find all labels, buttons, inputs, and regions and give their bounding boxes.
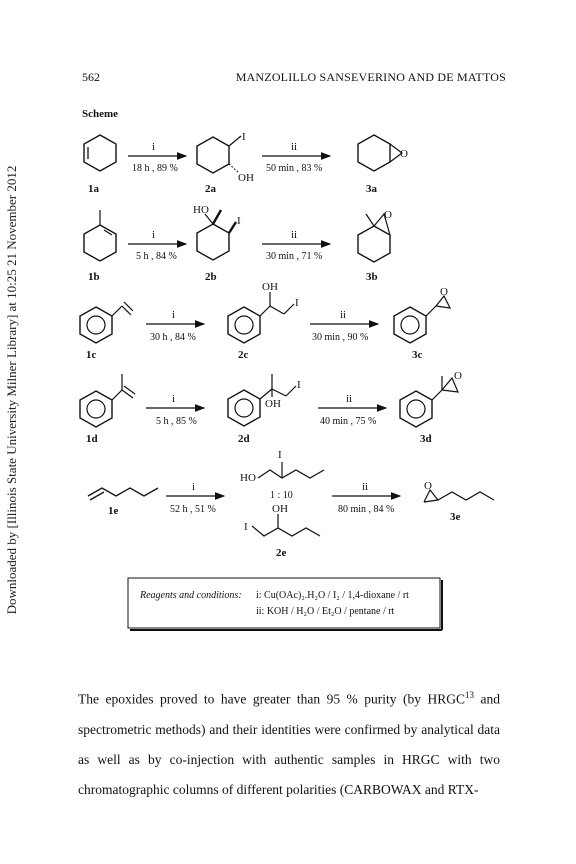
arrow-1-step1-reagent: i bbox=[152, 141, 156, 153]
label-2e: 2e bbox=[276, 547, 287, 559]
label-2b: 2b bbox=[205, 271, 217, 283]
reagents-title: Reagents and conditions: bbox=[140, 590, 242, 601]
atom-oxygen-3a: O bbox=[400, 148, 408, 160]
paragraph bbox=[78, 680, 500, 805]
iodohydrin-2d-structure bbox=[228, 390, 260, 426]
arrow-5-step1-reagent: i bbox=[192, 481, 196, 493]
atom-oxygen-3b: O bbox=[384, 209, 392, 221]
iodohydrin-2a-structure bbox=[197, 137, 229, 173]
arrow-2-step2-reagent: ii bbox=[291, 229, 298, 241]
arrow-3-step2-reagent: ii bbox=[340, 309, 347, 321]
label-2a: 2a bbox=[205, 183, 216, 195]
methylcyclohexene-structure bbox=[84, 225, 116, 261]
row-3 bbox=[80, 281, 450, 361]
styrene-structure bbox=[80, 307, 112, 343]
atom-iodine-2c: I bbox=[295, 297, 299, 309]
label-2c: 2c bbox=[238, 349, 249, 361]
atom-oxygen-3d: O bbox=[454, 370, 462, 382]
atom-iodine-2a: I bbox=[242, 131, 246, 143]
arrow-1-step2-cond: 50 min , 83 % bbox=[266, 163, 323, 174]
atom-hydroxyl-2b: HO bbox=[193, 204, 209, 216]
label-2d: 2d bbox=[238, 433, 250, 445]
atom-hydroxyl-2c: OH bbox=[262, 281, 278, 293]
arrow-2-step2-cond: 30 min , 71 % bbox=[266, 251, 323, 262]
epoxide-3e-structure bbox=[438, 492, 494, 500]
label-3a: 3a bbox=[366, 183, 377, 195]
body-paragraph bbox=[78, 680, 500, 805]
iodohydrin-2c-structure bbox=[228, 307, 260, 343]
atom-iodine-2b: I bbox=[237, 215, 241, 227]
ratio-2e: 1 : 10 bbox=[270, 490, 293, 501]
scheme-label: Scheme bbox=[82, 108, 119, 120]
label-1b: 1b bbox=[88, 271, 100, 283]
row-5 bbox=[88, 449, 494, 559]
atom-iodine-2d: I bbox=[297, 379, 301, 391]
paragraph-start: The epoxides proved to have greater than 95 % purity (by HRGC bbox=[78, 691, 466, 707]
arrow-3-step1-cond: 30 h , 84 % bbox=[150, 332, 196, 343]
arrow-3-step2-cond: 30 min , 90 % bbox=[312, 332, 369, 343]
label-1a: 1a bbox=[88, 183, 99, 195]
arrow-4-step1-reagent: i bbox=[172, 393, 176, 405]
atom-hydroxyl-2e-lower: OH bbox=[272, 503, 288, 515]
label-3b: 3b bbox=[366, 271, 378, 283]
arrow-2-step1-cond: 5 h , 84 % bbox=[136, 251, 177, 262]
label-1c: 1c bbox=[86, 349, 97, 361]
page-number: 562 bbox=[82, 70, 100, 84]
atom-hydroxyl-2d: OH bbox=[265, 398, 281, 410]
running-title: MANZOLILLO SANSEVERINO AND DE MATTOS bbox=[235, 70, 506, 84]
arrow-4-step2-cond: 40 min , 75 % bbox=[320, 416, 377, 427]
download-note: Downloaded by [Illinois State University Milner Library] at 10:25 21 November 2012 bbox=[4, 165, 19, 615]
label-3e: 3e bbox=[450, 511, 461, 523]
arrow-4-step2-reagent: ii bbox=[346, 393, 353, 405]
epoxide-3b-structure bbox=[358, 226, 390, 262]
citation-13: 13 bbox=[465, 690, 475, 700]
row-4 bbox=[80, 370, 462, 445]
label-3c: 3c bbox=[412, 349, 423, 361]
epoxide-3d-structure bbox=[400, 391, 432, 427]
iodohydrin-2b-structure bbox=[197, 224, 229, 260]
atom-oxygen-3c: O bbox=[440, 286, 448, 298]
label-1d: 1d bbox=[86, 433, 98, 445]
epoxide-3a-structure bbox=[358, 135, 390, 171]
arrow-3-step1-reagent: i bbox=[172, 309, 176, 321]
atom-oxygen-3e: O bbox=[424, 480, 432, 492]
atom-iodine-2e-lower: I bbox=[244, 521, 248, 533]
arrow-1-step1-cond: 18 h , 89 % bbox=[132, 163, 178, 174]
cyclohexene-structure bbox=[84, 135, 116, 171]
arrow-5-step2-cond: 80 min , 84 % bbox=[338, 504, 395, 515]
reagents-box bbox=[128, 578, 442, 630]
arrow-5-step2-reagent: ii bbox=[362, 481, 369, 493]
atom-iodine-2e-upper: I bbox=[278, 449, 282, 461]
arrow-2-step1-reagent: i bbox=[152, 229, 156, 241]
arrow-4-step1-cond: 5 h , 85 % bbox=[156, 416, 197, 427]
epoxide-3c-structure bbox=[394, 307, 426, 343]
row-1 bbox=[84, 131, 408, 195]
label-3d: 3d bbox=[420, 433, 432, 445]
reagent-ii: ii: KOH / H₂O / Et₂O / pentane / rt bbox=[256, 606, 395, 617]
atom-hydroxyl-2e-upper: HO bbox=[240, 472, 256, 484]
label-1e: 1e bbox=[108, 505, 119, 517]
reagent-i: i: Cu(OAc)₂.H₂O / I₂ / 1,4-dioxane / rt bbox=[256, 590, 409, 601]
paragraph-rest: and spectrometric methods) and their identities were confirmed by analytical data as well as by co-injection with authentic samples in HRGC with two chromatographic columns of different polarities (CARBOWAX and RTX- bbox=[78, 691, 500, 797]
row-2 bbox=[84, 204, 392, 283]
methylstyrene-structure bbox=[80, 391, 112, 427]
atom-hydroxyl-2a: OH bbox=[238, 172, 254, 184]
arrow-1-step2-reagent: ii bbox=[291, 141, 298, 153]
arrow-5-step1-cond: 52 h , 51 % bbox=[170, 504, 216, 515]
